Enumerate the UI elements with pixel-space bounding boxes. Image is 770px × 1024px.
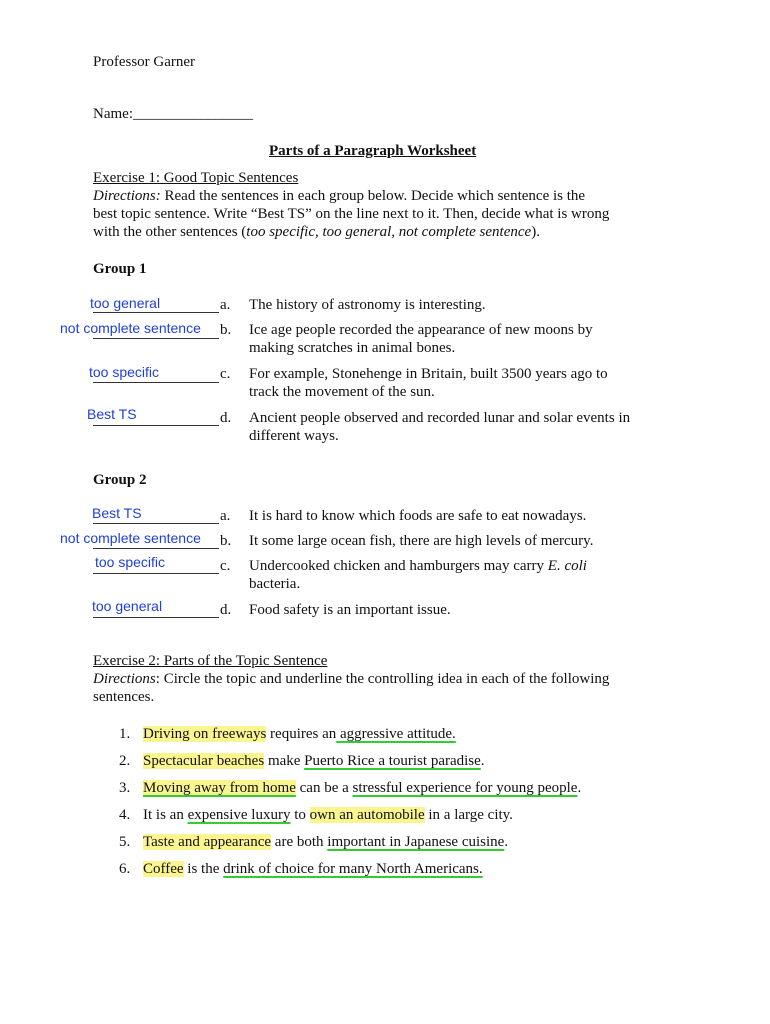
topic-highlight: Coffee: [143, 861, 184, 877]
exercise2-directions-line1: [93, 670, 609, 688]
list-item: [119, 806, 513, 824]
group1-label: Group 1: [93, 261, 147, 277]
controlling-idea-underline: important in Japanese cuisine: [327, 834, 505, 850]
exercise2-heading: Exercise 2: Parts of the Topic Sentence: [93, 653, 328, 669]
answer-handwritten[interactable]: not complete sentence: [60, 530, 201, 546]
sentence-text: [249, 557, 587, 575]
student-name-field[interactable]: Name:________________: [93, 106, 253, 122]
answer-handwritten[interactable]: Best TS: [92, 505, 142, 521]
sentence-text: is the: [183, 861, 224, 877]
directions-label: Directions: [93, 671, 156, 687]
answer-blank-line: [93, 425, 219, 426]
topic-highlight: Spectacular beaches: [143, 753, 265, 769]
list-item: [119, 752, 485, 770]
answer-blank-line: [93, 573, 219, 574]
item-number: 1.: [119, 726, 131, 742]
sentence-text: can be a: [295, 780, 353, 796]
answer-handwritten[interactable]: too specific: [95, 554, 166, 570]
answer-blank-line: [93, 523, 219, 524]
sentence-text-cont: making scratches in animal bones.: [249, 340, 456, 356]
exercise2-directions-line2: sentences.: [93, 689, 155, 705]
sentence-text: in a large city.: [424, 807, 513, 823]
item-letter: d.: [220, 410, 232, 426]
sentence-text: It some large ocean fish, there are high levels of mercury.: [249, 533, 594, 549]
exercise1-heading: Exercise 1: Good Topic Sentences: [93, 170, 299, 186]
directions-text: ).: [531, 224, 540, 240]
item-number: 3.: [119, 780, 131, 796]
sentence-text: It is hard to know which foods are safe to eat nowadays.: [249, 508, 587, 524]
item-letter: a.: [220, 508, 231, 524]
controlling-idea-underline: drink of choice for many North Americans.: [223, 861, 483, 877]
answer-handwritten[interactable]: Best TS: [87, 406, 137, 422]
worksheet-title: Parts of a Paragraph Worksheet: [269, 143, 477, 159]
sentence-text: The history of astronomy is interesting.: [249, 297, 486, 313]
list-item: [119, 779, 581, 797]
directions-label: Directions:: [93, 188, 161, 204]
answer-blank-line: [93, 382, 219, 383]
exercise1-directions-line1: [93, 187, 585, 205]
item-letter: c.: [220, 366, 231, 382]
sentence-text: It is an: [143, 807, 188, 823]
controlling-idea-underline: Puerto Rice a tourist paradise: [304, 753, 481, 769]
topic-highlight: Taste and appearance: [143, 834, 272, 850]
sentence-text: Ice age people recorded the appearance of new moons by: [249, 322, 593, 338]
answer-blank-line: [93, 312, 219, 313]
item-number: 5.: [119, 834, 131, 850]
sentence-text: .: [480, 753, 485, 769]
sentence-text-italic: E. coli: [547, 558, 587, 574]
directions-options: too specific, too general, not complete sentence: [246, 224, 532, 240]
answer-handwritten[interactable]: too general: [90, 295, 161, 311]
sentence-text: Food safety is an important issue.: [249, 602, 451, 618]
answer-blank-line: [93, 338, 219, 339]
exercise1-directions-line2: best topic sentence. Write “Best TS” on the line next to it. Then, decide what is wrong: [93, 206, 610, 222]
sentence-text: are both: [271, 834, 328, 850]
controlling-idea-underline: expensive luxury: [187, 807, 291, 823]
sentence-text: For example, Stonehenge in Britain, built 3500 years ago to: [249, 366, 608, 382]
professor-name: Professor Garner: [93, 54, 196, 70]
item-letter: c.: [220, 558, 231, 574]
sentence-text-cont: bacteria.: [249, 576, 301, 592]
sentence-text: make: [264, 753, 305, 769]
directions-text: Read the sentences in each group below. Decide which sentence is the: [160, 188, 586, 204]
item-letter: a.: [220, 297, 231, 313]
list-item: [119, 860, 483, 878]
directions-text: with the other sentences (: [93, 224, 247, 240]
controlling-idea-underline: stressful experience for young people: [352, 780, 578, 796]
list-item: [119, 833, 508, 851]
sentence-text-start: Undercooked chicken and hamburgers may carry: [249, 558, 548, 574]
answer-blank-line: [93, 617, 219, 618]
topic-highlight: own an automobile: [309, 807, 425, 823]
item-letter: b.: [220, 322, 232, 338]
answer-handwritten[interactable]: too specific: [89, 364, 160, 380]
group2-label: Group 2: [93, 472, 147, 488]
directions-text: : Circle the topic and underline the controlling idea in each of the following: [155, 671, 610, 687]
sentence-text: to: [290, 807, 310, 823]
controlling-idea-underline: aggressive attitude.: [336, 726, 456, 742]
sentence-text: requires an: [266, 726, 337, 742]
item-number: 4.: [119, 807, 131, 823]
topic-highlight: Moving away from home: [143, 780, 296, 796]
sentence-text: .: [504, 834, 509, 850]
sentence-text-cont: track the movement of the sun.: [249, 384, 435, 400]
item-number: 2.: [119, 753, 131, 769]
answer-handwritten[interactable]: not complete sentence: [60, 320, 201, 336]
sentence-text: .: [577, 780, 582, 796]
exercise1-directions-line3: [93, 223, 540, 241]
sentence-text-cont: different ways.: [249, 428, 339, 444]
item-letter: b.: [220, 533, 232, 549]
topic-highlight: Driving on freeways: [143, 726, 267, 742]
sentence-text: Ancient people observed and recorded lunar and solar events in: [249, 410, 631, 426]
list-item: [119, 725, 456, 743]
item-number: 6.: [119, 861, 131, 877]
answer-handwritten[interactable]: too general: [92, 598, 163, 614]
answer-blank-line: [93, 548, 219, 549]
item-letter: d.: [220, 602, 232, 618]
